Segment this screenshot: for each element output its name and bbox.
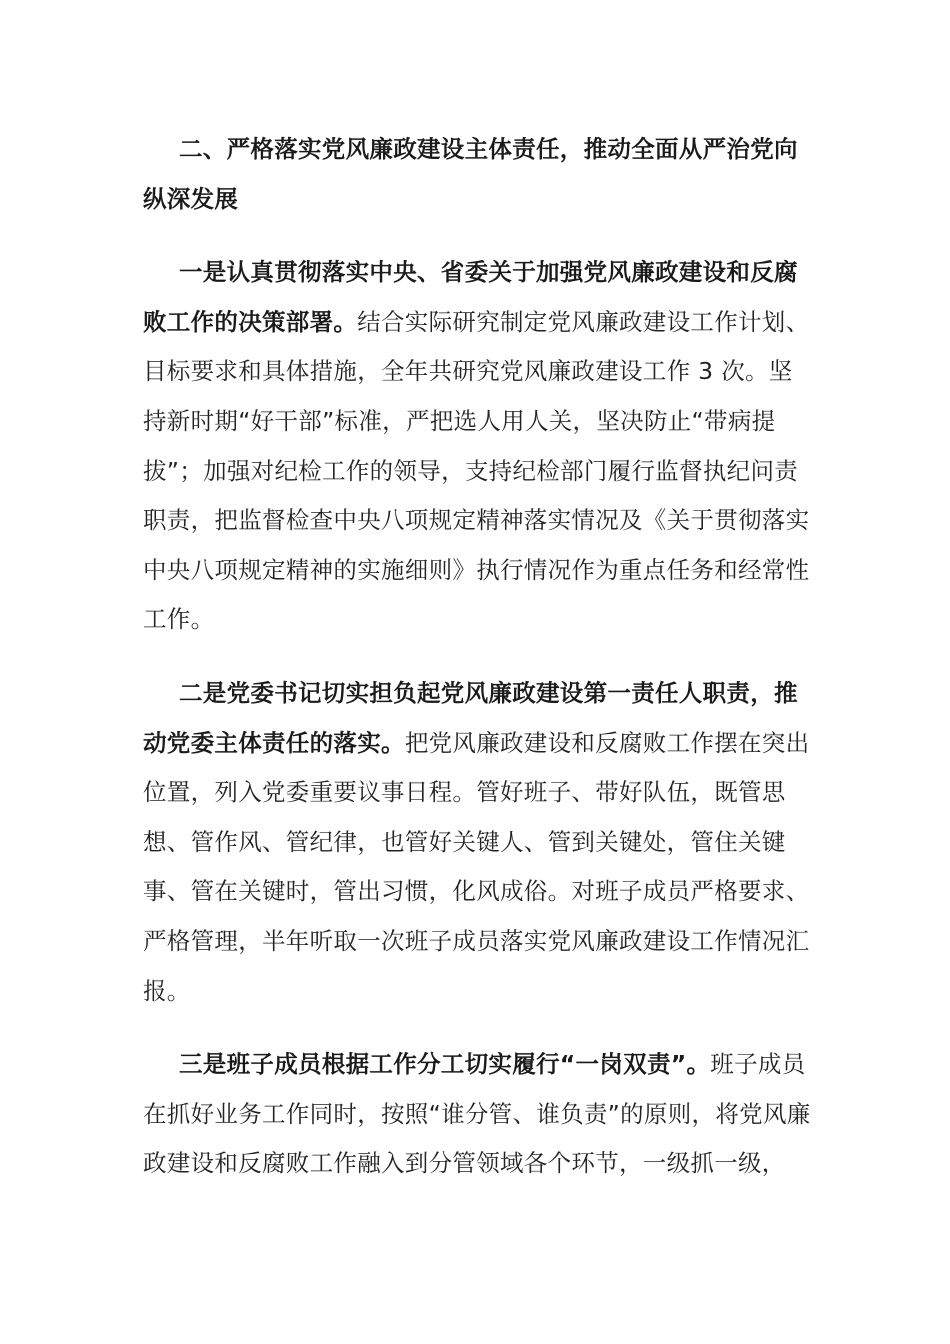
paragraph-3-body: 班子成员在抓好业务工作同时，按照“谁分管、谁负责”的原则，将党风廉政建设和反腐败工作融入到分管领域各个环节，一级抓一级， <box>143 1050 811 1178</box>
section-heading: 二、严格落实党风廉政建设主体责任，推动全面从严治党向纵深发展 <box>143 135 798 213</box>
paragraph-2 <box>143 669 811 1016</box>
paragraph-3 <box>143 1040 811 1189</box>
paragraph-2-lead: 二是党委书记切实担负起党风廉政建设第一责任人职责，推动党委主体责任的落实。 <box>143 678 798 757</box>
paragraph-3-lead: 三是班子成员根据工作分工切实履行“一岗双责”。 <box>179 1050 711 1079</box>
paragraph-2-body: 把党风廉政建设和反腐败工作摆在突出位置，列入党委重要议事日程。管好班子、带好队伍，既管思想、管作风、管纪律，也管好关键人、管到关键处，管住关键事、管在关键时，管出习惯，化风成俗。对班子成员严格要求、严格管理，半年听取一次班子成员落实党风廉政建设工作情况汇报。 <box>143 728 810 1005</box>
paragraph-1 <box>143 248 811 645</box>
paragraph-1-lead: 一是认真贯彻落实中央、省委关于加强党风廉政建设和反腐败工作的决策部署。 <box>143 258 798 336</box>
document-body <box>143 125 811 1189</box>
paragraph-1-body: 结合实际研究制定党风廉政建设工作计划、目标要求和具体措施，全年共研究党风廉政建设工作 3 次。坚持新时期“好干部”标准，严把选人用人关，坚决防止“带病提拔”；加强对纪检工作的领导，支持纪检部门履行监督执纪问责职责，把监督检查中央八项规定精神落实情况及《关于贯彻落实中央八项规定精神的实施细则》执行情况作为重点任务和经常性工作。 <box>143 307 810 634</box>
